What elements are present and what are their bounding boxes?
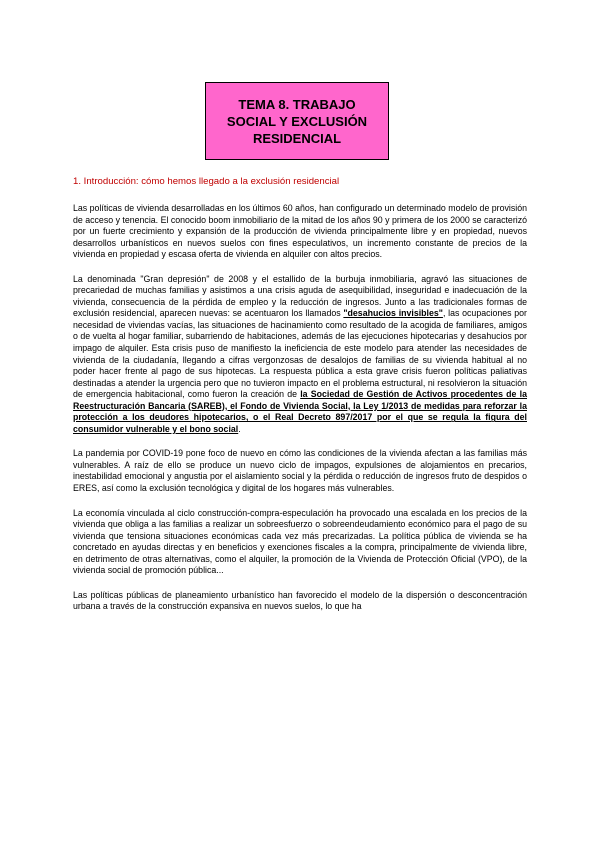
paragraph-3: La pandemia por COVID-19 pone foco de nuevo en cómo las condiciones de la vivienda afectan a las familias más vulnerables. A raíz de ello se produce un nuevo ciclo de impagos, expulsiones de alojamientos en precarios, inestabilidad emocional y angustia por el aislamiento social y la pérdida o reducción de ingresos fruto de despidos o ERES, así como la exclusión tecnológica y digital de los hogares más vulnerables. (73, 448, 527, 494)
title-line-1: TEMA 8. TRABAJO (238, 96, 356, 112)
paragraph-2 (73, 274, 527, 436)
title-box (205, 82, 389, 160)
title-line-3: RESIDENCIAL (252, 130, 342, 146)
paragraph-5: Las políticas públicas de planeamiento urbanístico han favorecido el modelo de la dispersión o desconcentración urbana a través de la construcción expansiva en nuevos suelos, lo que ha (73, 589, 527, 612)
desahucios-invisibles-link[interactable]: "desahucios invisibles" (343, 308, 443, 319)
paragraph-2-text-c: , las ocupaciones por necesidad de viviendas vacías, las situaciones de hacinamiento como resultado de la acogida de familiares, amigos o de vuelta al hogar familiar, subarriendo de habitaciones, además de las ejecuciones hipotecarias y desahucios por impago de alquiler. Esta crisis puso de manifiesto la ineficiencia de este modelo para atender las necesidades de vivienda de la ciudadanía, llegando a cifras vergonzosas de desalojos de familias de su vivienda habitual al no poder hacer frente al pago de sus hipotecas. La respuesta pública a esta grave crisis fueron políticas paliativas destinadas a atender la urgencia pero que no tuvieron impacto en el problema estructural, ni resolvieron la situación de emergencia habitacional, como fueron la creación de (73, 308, 527, 400)
document-body (73, 203, 527, 626)
sareb-measures-link[interactable]: la Sociedad de Gestión de Activos procedentes de la Reestructuración Bancaria (SAREB), el Fondo de Vivienda Social, la Ley 1/2013 de medidas para reforzar la protección a los deudores hipotecarios, o el Real Decreto 897/2017 por el que se regula la figura del consumidor vulnerable y el bono social (73, 389, 527, 434)
paragraph-4: La economía vinculada al ciclo construcción-compra-especulación ha provocado una escalada en los precios de la vivienda que obliga a las familias a realizar un sobreesfuerzo o sobreendeudamiento económico para el pago de su vivienda que tensiona situaciones económicas cada vez más precarizadas. La política pública de vivienda se ha concretado en ayudas directas y en beneficios y exenciones fiscales a la compra, principalmente de vivienda libre, en detrimento de otras alternativas, como el alquiler, la promoción de la Vivienda de Protección Oficial (VPO), de la vivienda social de promoción pública... (73, 507, 527, 576)
title-line-2: SOCIAL Y EXCLUSIÓN (226, 113, 368, 129)
section-heading: 1. Introducción: cómo hemos llegado a la exclusión residencial (73, 176, 340, 187)
paragraph-2-text-e: . (238, 423, 241, 434)
paragraph-1: Las políticas de vivienda desarrolladas en los últimos 60 años, han configurado un determinado modelo de provisión de acceso y tenencia. El conocido boom inmobiliario de la mitad de los años 90 y primera de los 2000 se caracterizó por un fuerte crecimiento y expansión de la producción de vivienda principalmente libre y en propiedad, nuevos desarrollos urbanísticos en nuevos suelos con fines especulativos, un incremento constante de precios de la vivienda en propiedad y escasa oferta de vivienda en alquiler con altos precios. (73, 203, 527, 260)
paragraph-2-text-a: La denominada "Gran depresión" de 2008 y el estallido de la burbuja inmobiliaria, agravó las situaciones de precariedad de muchas familias y asistimos a una crisis aguda de asequibilidad, inseguridad e inadecuación de la vivienda, consecuencia de la pérdida de empleo y la reducción de ingresos. Junto a las tradicionales formas de exclusión residencial, aparecen nuevas: se acentuaron los llamados (73, 273, 527, 319)
